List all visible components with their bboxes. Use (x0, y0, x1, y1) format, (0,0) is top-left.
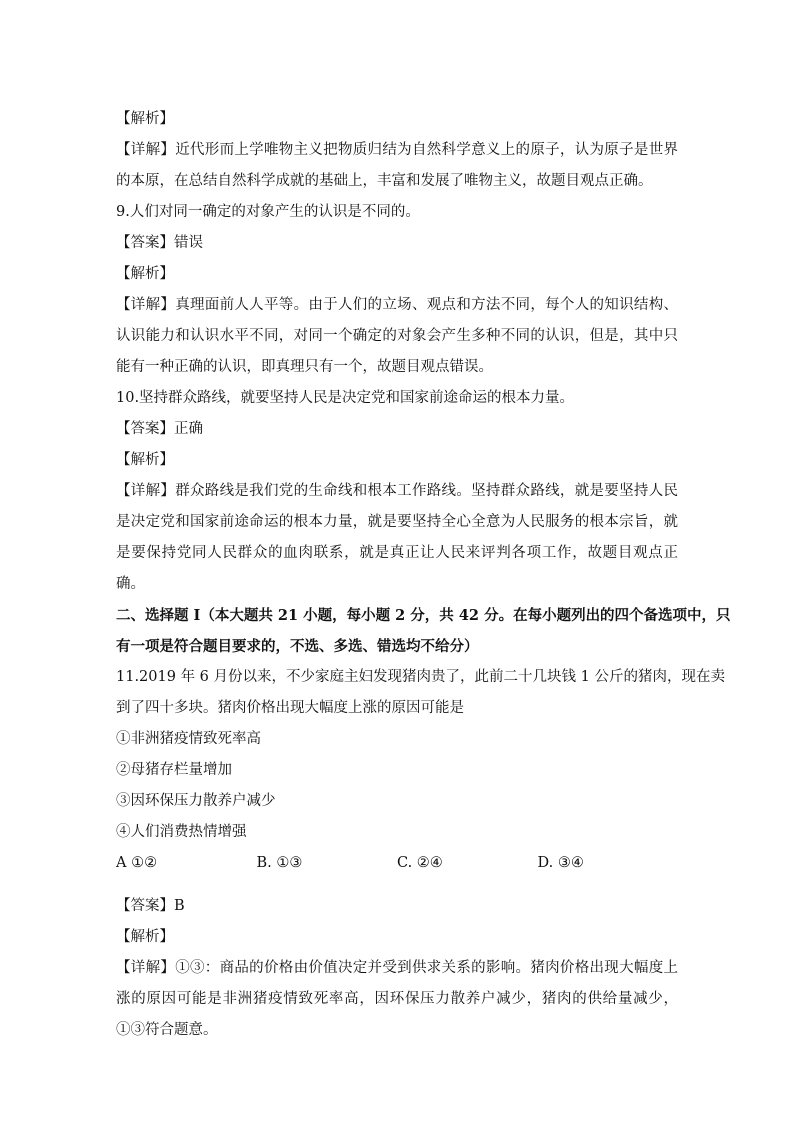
question-11-analysis-label: 【解析】 (116, 929, 174, 945)
question-11-detail: 【详解】①③：商品的价格由价值决定并受到供求关系的影响。猪肉价格出现大幅度上涨的原因可能是非洲猪疫情致死率高，因环保压力散养户减少，猪肉的供给量减少，①③符合题意。 (116, 960, 678, 1038)
option-c: C. ②④ (397, 855, 443, 871)
question-10-answer: 【答案】正确 (116, 421, 203, 437)
question-11-item-2: ②母猪存栏量增加 (116, 762, 232, 778)
section-heading-line1: 二、选择题 I（本大题共 21 小题，每小题 2 分，共 42 分。在每小题列出的四个备选项中，只 (116, 607, 731, 624)
question-11-stem-line2: 到了四十多块。猪肉价格出现大幅度上涨的原因可能是 (116, 700, 464, 716)
detail-explanation: 【详解】近代形而上学唯物主义把物质归结为自然科学意义上的原子，认为原子是世界的本原，在总结自然科学成就的基础上，丰富和发展了唯物主义，故题目观点正确。 (116, 142, 678, 189)
question-10-analysis-label: 【解析】 (116, 452, 174, 468)
option-b: B. ①③ (256, 855, 303, 871)
question-11-options (116, 848, 678, 879)
question-11-item-1: ①非洲猪疫情致死率高 (116, 731, 261, 747)
option-a: A ①② (116, 855, 158, 871)
analysis-label: 【解析】 (116, 111, 174, 127)
document-content (116, 104, 731, 1046)
question-11-answer: 【答案】B (116, 898, 185, 914)
question-9-stem: 9.人们对同一确定的对象产生的认识是不同的。 (116, 204, 420, 220)
section-heading-line2: 有一项是符合题目要求的，不选、多选、错选均不给分） (116, 638, 479, 655)
option-d: D. ③④ (537, 855, 584, 871)
question-10-stem: 10.坚持群众路线，就要坚持人民是决定党和国家前途命运的根本力量。 (116, 390, 575, 406)
question-9-detail: 【详解】真理面前人人平等。由于人们的立场、观点和方法不同，每个人的知识结构、认识能力和认识水平不同，对同一个确定的对象会产生多种不同的认识，但是，其中只能有一种正确的认识，即真理只有一个，故题目观点错误。 (116, 297, 678, 375)
question-9-answer: 【答案】错误 (116, 235, 203, 251)
question-11-stem-line1: 11.2019 年 6 月份以来，不少家庭主妇发现猪肉贵了，此前二十几块钱 1 公斤的猪肉，现在卖 (116, 669, 725, 685)
question-11-item-3: ③因环保压力散养户减少 (116, 793, 276, 809)
question-9-analysis-label: 【解析】 (116, 266, 174, 282)
question-11-item-4: ④人们消费热情增强 (116, 824, 247, 840)
question-10-detail: 【详解】群众路线是我们党的生命线和根本工作路线。坚持群众路线，就是要坚持人民是决定党和国家前途命运的根本力量，就是要坚持全心全意为人民服务的根本宗旨，就是要保持党同人民群众的血肉联系，就是真正让人民来评判各项工作，故题目观点正确。 (116, 483, 678, 592)
